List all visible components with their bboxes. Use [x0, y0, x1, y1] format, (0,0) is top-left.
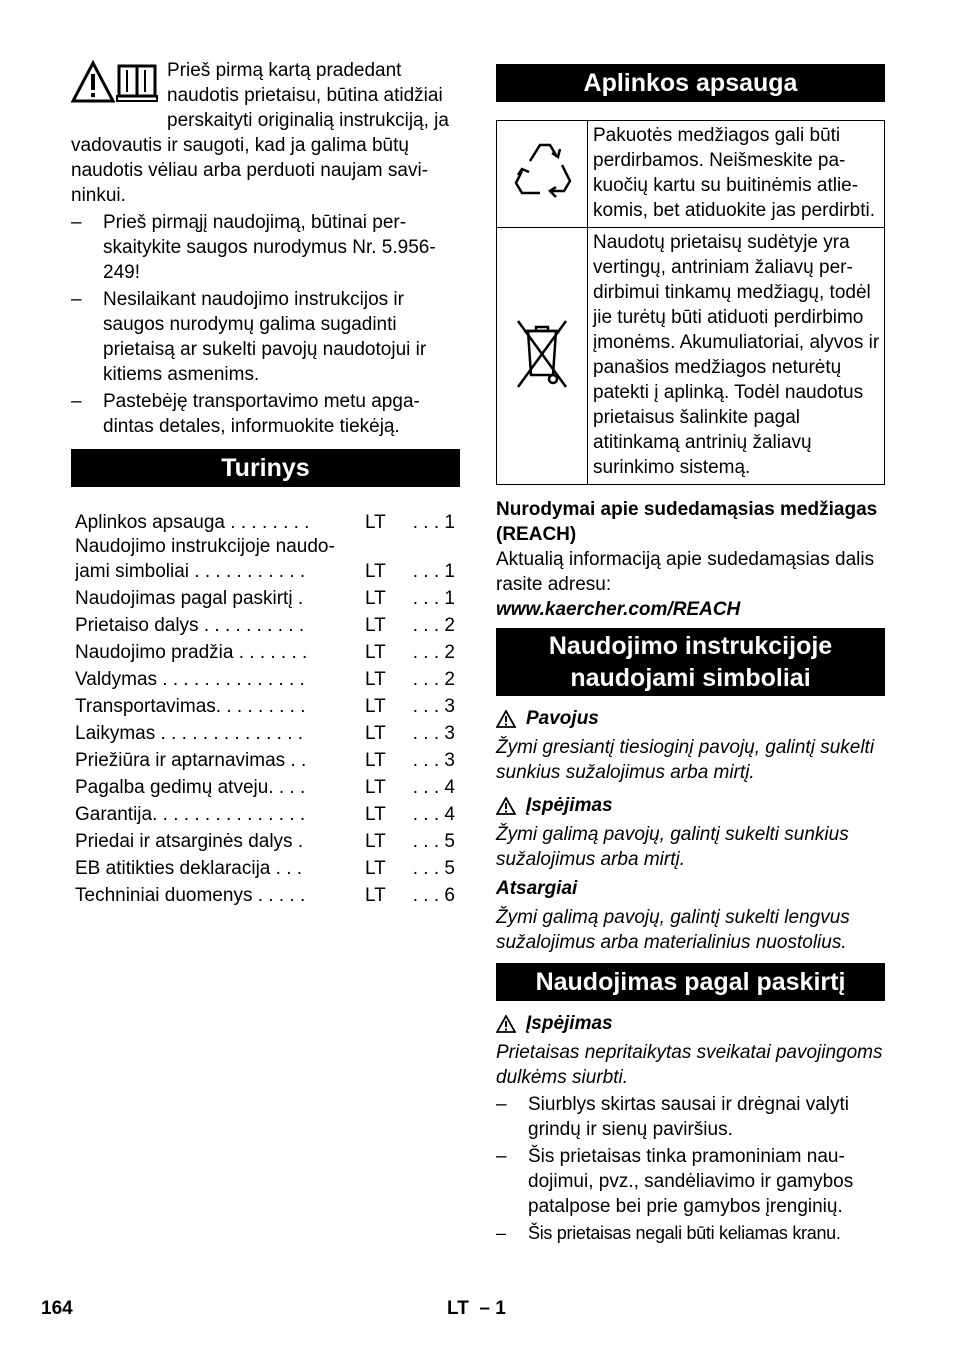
toc-page: . . . 3 [412, 750, 455, 771]
toc-page: . . . 3 [412, 696, 455, 717]
toc-row[interactable] [75, 558, 455, 585]
env-row-text: Naudotų prietaisų sudėtyje yra vertingų, antriniam žaliavų perdirbimui tinkamų medžiagų, todėl jie turėtų būti atiduoti perdirbimo įmonėms. Akumuliatoriai, alyvos ir panašios medžiagos neturėtų patekti į aplinką. Todėl naudotus prietaisus šalinkite pagal atitinkamą antrinių žaliavų surinkimo sistemą. [588, 228, 885, 485]
toc-page: . . . 4 [412, 777, 455, 798]
toc-page: . . . 2 [412, 669, 455, 690]
toc-lang: LT [365, 858, 386, 879]
toc-heading: Turinys [71, 449, 460, 487]
env-table [496, 120, 885, 485]
toc-row[interactable] [75, 828, 455, 855]
toc-lang: LT [365, 669, 386, 690]
use-warning-text: Prietaisas nepritaikytas sveikatai pavojingoms dulkėms siurbti. [496, 1042, 883, 1088]
symbols-heading [496, 628, 885, 696]
recycle-icon [504, 133, 580, 209]
list-item: – Šis prietaisas negali būti keliamas kranu. [496, 1223, 841, 1243]
list-item: – Prieš pirmąjį naudojimą, būtinai perskaitykite saugos nurodymus Nr. 5.956-249! [71, 212, 436, 283]
toc-row[interactable] [75, 639, 455, 666]
toc-title: Naudojimo instrukcijoje naudo- [75, 536, 335, 557]
toc-title: Garantija. . . . . . . . . . . . . . . [75, 804, 306, 825]
left-column [71, 58, 460, 909]
table-of-contents [75, 509, 455, 909]
warning-triangle-icon [496, 1015, 516, 1033]
toc-lang: LT [365, 512, 386, 533]
toc-title: EB atitikties deklaracija . . . [75, 858, 303, 879]
toc-page: . . . 4 [412, 804, 455, 825]
symbols-heading-line2: naudojami simboliai [570, 664, 811, 692]
intro-icons [71, 60, 159, 110]
reach-text: Aktualią informaciją apie sudedamąsias dalis rasite adresu: [496, 549, 875, 595]
use-heading: Naudojimas pagal paskirtį [496, 963, 885, 1001]
toc-page: . . . 2 [412, 615, 455, 636]
toc-lang: LT [365, 615, 386, 636]
toc-title: Priedai ir atsarginės dalys . [75, 831, 304, 852]
list-item: – Šis prietaisas tinka pramoniniam naudojimui, pvz., sandėliavimo ir gamybos patalpose bei prie gamybos įrenginių. [496, 1146, 854, 1217]
toc-title: Naudojimo pradžia . . . . . . . [75, 642, 308, 663]
list-item: – Pastebėję transportavimo metu apgadintas detales, informuokite tiekėją. [71, 391, 420, 437]
toc-page: . . . 2 [412, 642, 455, 663]
toc-page: . . . 5 [412, 831, 455, 852]
toc-row[interactable] [75, 720, 455, 747]
toc-lang: LT [365, 831, 386, 852]
toc-lang: LT [365, 723, 386, 744]
toc-lang: LT [365, 885, 386, 906]
toc-title: Laikymas . . . . . . . . . . . . . . [75, 723, 304, 744]
toc-title: jami simboliai . . . . . . . . . . . [75, 561, 306, 582]
toc-title: Priežiūra ir aptarnavimas . . [75, 750, 307, 771]
recycle-cell [497, 121, 588, 228]
toc-title: Valdymas . . . . . . . . . . . . . . [75, 669, 305, 690]
toc-lang: LT [365, 561, 386, 582]
toc-page: . . . 1 [412, 512, 455, 533]
toc-row[interactable] [75, 666, 455, 693]
toc-title: Techniniai duomenys . . . . . [75, 885, 306, 906]
danger-text: Žymi gresiantį tiesioginį pavojų, galintį sukelti sunkius sužalojimus arba mirtį. [496, 737, 875, 783]
warning-manual-icon [71, 60, 159, 104]
weee-cell [497, 228, 588, 485]
toc-title: Prietaiso dalys . . . . . . . . . . [75, 615, 305, 636]
reach-url: www.kaercher.com/REACH [496, 599, 741, 620]
intro-paragraph [71, 58, 460, 208]
intro-text: Prieš pirmą kartą pradedant naudotis prietaisu, būtina atidžiai perskaityti originalią instrukciją, ja vadovautis ir saugoti, kad ja galima būtų naudotis vėliau arba perduoti naujam savininkui. [71, 60, 449, 206]
danger-title: Pavojus [496, 706, 885, 731]
intro-bullets [71, 210, 460, 439]
symbols-heading-line1: Naudojimo instrukcijoje [548, 632, 833, 660]
page-code: LT – 1 [447, 1298, 506, 1319]
warning-triangle-icon [496, 710, 516, 728]
right-column [496, 58, 885, 1246]
warning-triangle-icon [496, 797, 516, 815]
toc-row[interactable] [75, 612, 455, 639]
reach-title: Nurodymai apie sudedamąsias medžiagas (REACH) [496, 499, 878, 545]
toc-row[interactable] [75, 509, 455, 536]
toc-page: . . . 5 [412, 858, 455, 879]
use-bullets [496, 1092, 885, 1246]
toc-row[interactable] [75, 585, 455, 612]
caution-text: Žymi galimą pavojų, galintį sukelti lengvus sužalojimus arba materialinius nuostolius. [496, 907, 850, 953]
use-warning-title: Įspėjimas [496, 1011, 885, 1036]
toc-page: . . . 6 [412, 885, 455, 906]
toc-row[interactable] [75, 774, 455, 801]
toc-page: . . . 3 [412, 723, 455, 744]
table-row [497, 228, 885, 485]
toc-page: . . . 1 [412, 561, 455, 582]
toc-title: Transportavimas. . . . . . . . . [75, 696, 306, 717]
toc-lang: LT [365, 804, 386, 825]
table-row [497, 121, 885, 228]
toc-row[interactable] [75, 882, 455, 909]
toc-row[interactable] [75, 747, 455, 774]
toc-title: Pagalba gedimų atveju. . . . [75, 777, 306, 798]
list-item: – Nesilaikant naudojimo instrukcijos ir saugos nurodymų galima sugadinti prietaisą ar sukelti pavojų naudotojui ir kitiems asmenims. [71, 289, 427, 385]
toc-row[interactable] [75, 801, 455, 828]
toc-title: Naudojimas pagal paskirtį . [75, 588, 304, 609]
warning-text: Žymi galimą pavojų, galintį sukelti sunkius sužalojimus arba mirtį. [496, 824, 849, 870]
toc-lang: LT [365, 777, 386, 798]
crossed-bin-icon [512, 313, 572, 393]
toc-page: . . . 1 [412, 588, 455, 609]
toc-row[interactable] [75, 693, 455, 720]
toc-page [409, 536, 455, 558]
env-heading: Aplinkos apsauga [496, 64, 885, 102]
list-item: – Siurblys skirtas sausai ir drėgnai valyti grindų ir sienų paviršius. [496, 1094, 850, 1140]
toc-row[interactable] [75, 855, 455, 882]
toc-lang: LT [365, 750, 386, 771]
warning-title: Įspėjimas [496, 793, 885, 818]
toc-lang [365, 536, 409, 558]
toc-row[interactable] [75, 536, 455, 558]
toc-lang: LT [365, 588, 386, 609]
page-number: 164 [41, 1298, 73, 1319]
env-row-text: Pakuotės medžiagos gali būti perdirbamos. Neišmeskite pakuočių kartu su buitinėmis atliekomis, bet atiduokite jas perdirbti. [588, 121, 885, 228]
toc-lang: LT [365, 696, 386, 717]
toc-lang: LT [365, 642, 386, 663]
toc-title: Aplinkos apsauga . . . . . . . . [75, 512, 310, 533]
caution-title: Atsargiai [496, 878, 578, 899]
